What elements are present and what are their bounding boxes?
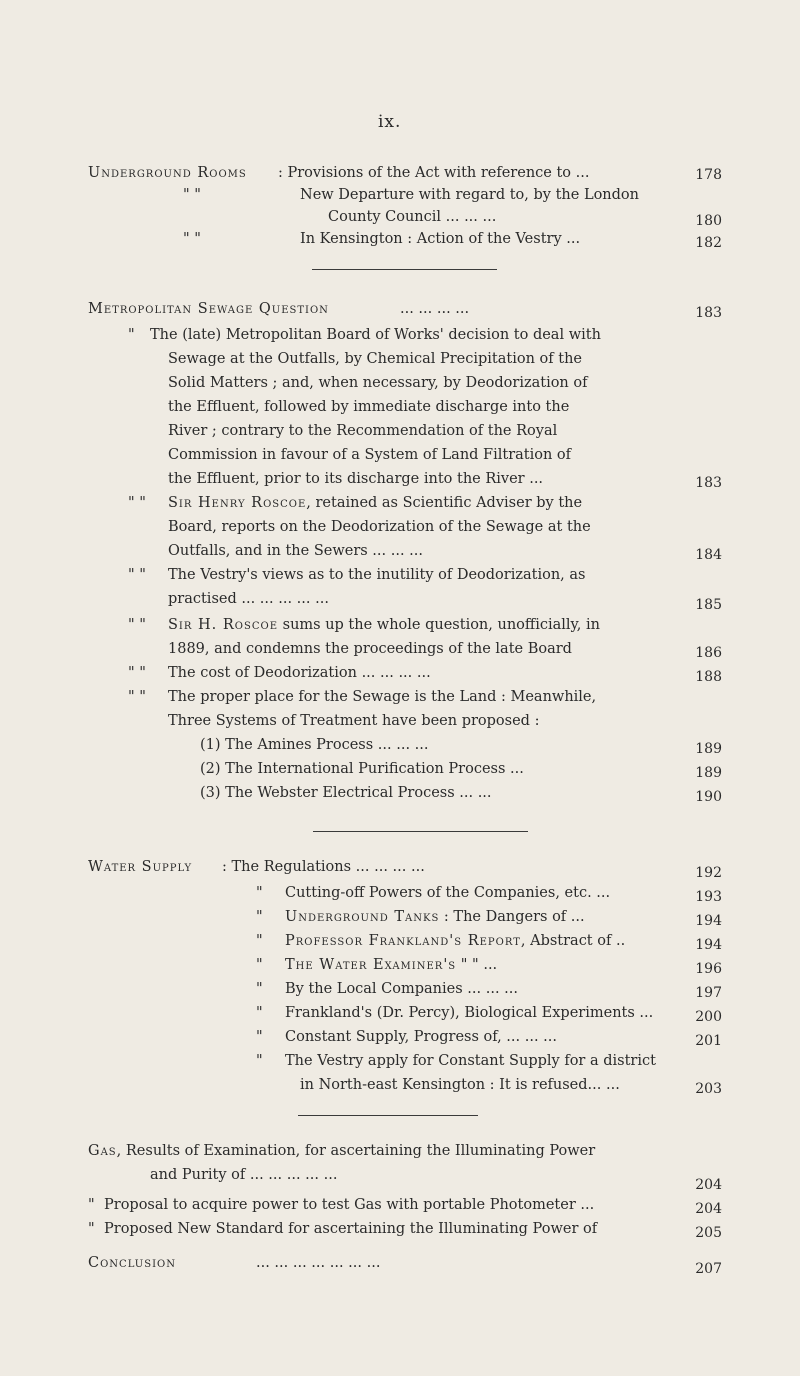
sewage-heading-dots: ... ... ... ... bbox=[400, 301, 470, 317]
sir-henry-roscoe-name: Sir Henry Roscoe bbox=[168, 495, 307, 511]
water-heading-page: 192 bbox=[695, 865, 722, 881]
section-divider bbox=[313, 831, 528, 832]
water-row-text: Cutting-off Powers of the Companies, etc. ... bbox=[285, 885, 611, 901]
sewage-entry-4-line: 1889, and condemns the proceedings of the late Board bbox=[168, 641, 572, 657]
water-heading-line: : The Regulations ... ... ... ... bbox=[222, 859, 425, 875]
gas-heading: Gas bbox=[88, 1143, 117, 1159]
sewage-entry-4-line bbox=[168, 616, 600, 634]
ditto-mark: " bbox=[256, 933, 263, 949]
water-row-text bbox=[285, 908, 585, 926]
section-divider bbox=[312, 269, 497, 270]
water-last-line: in North-east Kensington : It is refused... ... bbox=[300, 1077, 620, 1093]
ditto-mark: " bbox=[256, 909, 263, 925]
sewage-entry-4-page: 186 bbox=[695, 645, 722, 661]
ditto-mark: " " bbox=[128, 665, 146, 681]
water-row-text bbox=[285, 956, 497, 974]
sewage-entry-1-line: Sewage at the Outfalls, by Chemical Precipitation of the bbox=[168, 351, 582, 367]
page-number: ix. bbox=[378, 112, 402, 132]
gas-line-1b: and Purity of ... ... ... ... ... bbox=[150, 1167, 338, 1183]
sewage-entry-5-page: 188 bbox=[695, 669, 722, 685]
water-row-page: 197 bbox=[695, 985, 722, 1001]
sewage-entry-6-line: The proper place for the Sewage is the Land : Meanwhile, bbox=[168, 689, 597, 705]
sewage-entry-4-text: sums up the whole question, unofficially, in bbox=[278, 617, 600, 633]
sewage-entry-3-line: practised ... ... ... ... ... bbox=[168, 591, 329, 607]
water-row-text: By the Local Companies ... ... ... bbox=[285, 981, 518, 997]
sewage-entry-3-page: 185 bbox=[695, 597, 722, 613]
conclusion-dots: ... ... ... ... ... ... ... bbox=[256, 1255, 381, 1271]
sewage-entry-5-line: The cost of Deodorization ... ... ... ... bbox=[168, 665, 431, 681]
ditto-mark: " bbox=[88, 1197, 95, 1213]
underground-line-1: : Provisions of the Act with reference to ... bbox=[278, 165, 590, 181]
gas-line-3: Proposed New Standard for ascertaining the Illuminating Power of bbox=[104, 1221, 598, 1237]
ditto-mark: " " bbox=[128, 689, 146, 705]
sewage-entry-1-line: the Effluent, followed by immediate discharge into the bbox=[168, 399, 570, 415]
sewage-entry-1-line: River ; contrary to the Recommendation of the Royal bbox=[168, 423, 558, 439]
water-row-page: 194 bbox=[695, 937, 722, 953]
ditto-mark: " bbox=[256, 1005, 263, 1021]
sewage-entry-2-text: , retained as Scientific Adviser by the bbox=[306, 495, 583, 511]
ditto-mark: " bbox=[256, 885, 263, 901]
ditto-mark: " " bbox=[128, 495, 146, 511]
water-row-rest: , Abstract of .. bbox=[520, 933, 626, 949]
gas-line-1-text: , Results of Examination, for ascertaining the Illuminating Power bbox=[116, 1143, 596, 1159]
section-divider bbox=[298, 1115, 478, 1116]
water-heading: Water Supply bbox=[88, 859, 193, 875]
system-item: (2) The International Purification Process ... bbox=[200, 761, 524, 777]
water-row-page: 193 bbox=[695, 889, 722, 905]
sewage-entry-6-line: Three Systems of Treatment have been proposed : bbox=[168, 713, 540, 729]
underground-line-2a: New Departure with regard to, by the London bbox=[300, 187, 639, 203]
water-row-text: Frankland's (Dr. Percy), Biological Experiments ... bbox=[285, 1005, 654, 1021]
ditto-mark: " " bbox=[183, 187, 201, 203]
system-item: (1) The Amines Process ... ... ... bbox=[200, 737, 429, 753]
ditto-mark: " " bbox=[128, 567, 146, 583]
sewage-entry-1-line: The (late) Metropolitan Board of Works' decision to deal with bbox=[150, 327, 601, 343]
gas-page-1: 204 bbox=[695, 1177, 722, 1193]
water-row-caps: The Water Examiner's bbox=[285, 957, 457, 973]
sewage-entry-2-line: Outfalls, and in the Sewers ... ... ... bbox=[168, 543, 424, 559]
water-row-caps: Underground Tanks bbox=[285, 909, 440, 925]
system-item-page: 189 bbox=[695, 765, 722, 781]
ditto-mark: " bbox=[88, 1221, 95, 1237]
sewage-entry-3-line: The Vestry's views as to the inutility of Deodorization, as bbox=[168, 567, 586, 583]
gas-page-3: 205 bbox=[695, 1225, 722, 1241]
underground-page-1: 178 bbox=[695, 167, 722, 183]
system-item-page: 190 bbox=[695, 789, 722, 805]
sewage-heading: Metropolitan Sewage Question bbox=[88, 301, 329, 317]
sewage-entry-1-line: the Effluent, prior to its discharge into the River ... bbox=[168, 471, 544, 487]
ditto-mark: " bbox=[128, 327, 135, 343]
water-row-page: 200 bbox=[695, 1009, 722, 1025]
ditto-mark: " bbox=[256, 981, 263, 997]
ditto-mark: " bbox=[256, 1029, 263, 1045]
water-row-rest: : The Dangers of ... bbox=[439, 909, 585, 925]
system-item-page: 189 bbox=[695, 741, 722, 757]
water-row-text bbox=[285, 932, 625, 950]
underground-page-2: 180 bbox=[695, 213, 722, 229]
water-row-text: Constant Supply, Progress of, ... ... ... bbox=[285, 1029, 558, 1045]
underground-page-3: 182 bbox=[695, 235, 722, 251]
gas-page-2: 204 bbox=[695, 1201, 722, 1217]
sewage-page-heading: 183 bbox=[695, 305, 722, 321]
water-row-page: 201 bbox=[695, 1033, 722, 1049]
ditto-mark: " bbox=[256, 1053, 263, 1069]
water-last-page: 203 bbox=[695, 1081, 722, 1097]
sir-h-roscoe-name: Sir H. Roscoe bbox=[168, 617, 279, 633]
conclusion-heading: Conclusion bbox=[88, 1255, 176, 1271]
sewage-entry-1-page: 183 bbox=[695, 475, 722, 491]
sewage-entry-2-line bbox=[168, 494, 582, 512]
ditto-mark: " " bbox=[128, 617, 146, 633]
water-row-rest: " " ... bbox=[456, 957, 498, 973]
ditto-mark: " " bbox=[183, 231, 201, 247]
water-last-line: The Vestry apply for Constant Supply for a district bbox=[285, 1053, 656, 1069]
underground-heading: Underground Rooms bbox=[88, 165, 247, 181]
conclusion-page: 207 bbox=[695, 1261, 722, 1277]
sewage-entry-1-line: Commission in favour of a System of Land Filtration of bbox=[168, 447, 572, 463]
water-row-caps: Professor Frankland's Report bbox=[285, 933, 521, 949]
underground-line-2b: County Council ... ... ... bbox=[328, 209, 497, 225]
underground-line-3: In Kensington : Action of the Vestry ... bbox=[300, 231, 581, 247]
sewage-entry-2-page: 184 bbox=[695, 547, 722, 563]
water-row-page: 194 bbox=[695, 913, 722, 929]
gas-line-1 bbox=[88, 1142, 595, 1160]
sewage-entry-1-line: Solid Matters ; and, when necessary, by Deodorization of bbox=[168, 375, 588, 391]
water-row-page: 196 bbox=[695, 961, 722, 977]
system-item: (3) The Webster Electrical Process ... ... bbox=[200, 785, 492, 801]
gas-line-2: Proposal to acquire power to test Gas with portable Photometer ... bbox=[104, 1197, 595, 1213]
ditto-mark: " bbox=[256, 957, 263, 973]
sewage-entry-2-line: Board, reports on the Deodorization of the Sewage at the bbox=[168, 519, 591, 535]
